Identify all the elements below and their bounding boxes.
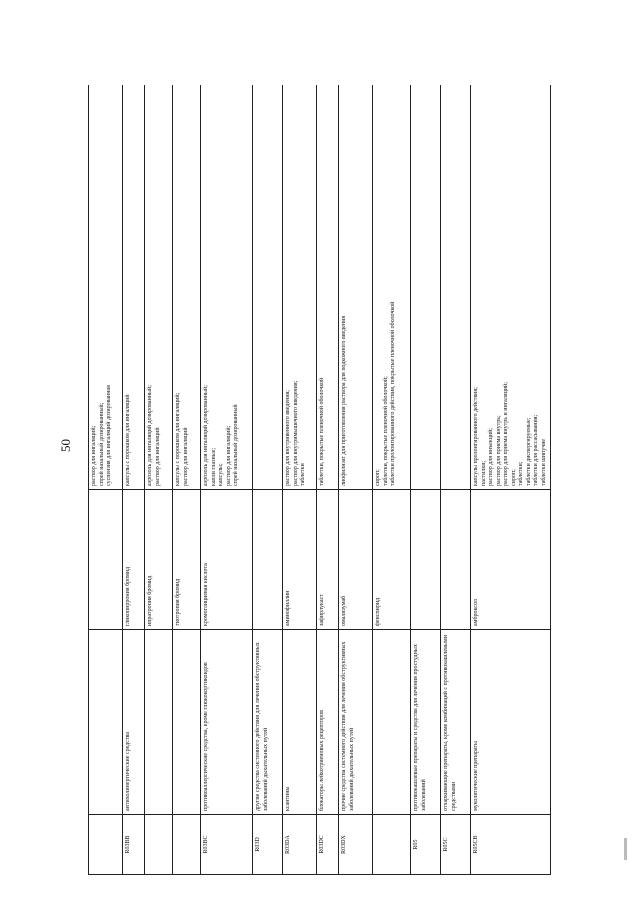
atc-code-cell: R03DA: [283, 815, 317, 875]
dosage-form-line: раствор для приема внутрь;: [495, 415, 502, 486]
atc-group-cell: [145, 630, 173, 815]
dosage-form-line: капли глазные;: [210, 447, 217, 486]
table-row: [471, 85, 551, 875]
drug-name-cell: [89, 490, 123, 630]
drug-name-cell: зафирлукаст: [317, 490, 339, 630]
atc-code-cell: [89, 815, 123, 875]
drug-name-cell: [411, 490, 441, 630]
table-row: [89, 85, 123, 875]
dosage-form-line: раствор для приема внутрь и ингаляций;: [503, 382, 509, 486]
dosage-form-line: сироп;: [375, 469, 381, 486]
atc-code-cell: R03DX: [339, 815, 373, 875]
table-row: [145, 85, 173, 875]
atc-group-cell: блокаторы лейкотриеновых рецепторов: [317, 630, 339, 815]
atc-group-cell: [89, 630, 123, 815]
dosage-form-line: таблетки шипучие: [540, 438, 547, 486]
atc-group-cell: муколитические препараты: [471, 630, 551, 815]
atc-code-cell: R03BC: [201, 815, 253, 875]
dosage-form-line: таблетки: [300, 463, 306, 486]
dosage-forms-cell: [253, 85, 283, 490]
dosage-forms-cell: [283, 85, 317, 490]
table-row: [373, 85, 411, 875]
atc-code-cell: R03D: [253, 815, 283, 875]
atc-group-cell: другие средства системного действия для лечения обструктивных заболеваний дыхательных путей: [253, 630, 283, 815]
table-container: [88, 85, 580, 875]
drug-name-cell: [441, 490, 471, 630]
atc-code-cell: [145, 815, 173, 875]
dosage-form-line: спрей назальный дозированный: [233, 404, 239, 486]
table-row: [253, 85, 283, 875]
dosage-form-line: капсулы с порошком для ингаляций: [125, 394, 131, 486]
atc-code-cell: R03BB: [123, 815, 145, 875]
drug-name-cell: фенспирид: [373, 490, 411, 630]
dosage-form-line: раствор для ингаляций: [182, 427, 189, 486]
atc-group-cell: противоаллергические средства, кроме глюкокортикоидов: [201, 630, 253, 815]
dosage-form-line: пастилки;: [480, 460, 487, 486]
dosage-forms-cell: [339, 85, 373, 490]
drug-name-cell: [253, 490, 283, 630]
dosage-form-line: капсулы с порошком для ингаляций;: [175, 392, 181, 486]
drug-name-cell: аминофиллин: [283, 490, 317, 630]
dosage-form-line: раствор для внутримышечного введения;: [292, 380, 299, 486]
dosage-form-line: раствор для внутривенного введения;: [285, 390, 291, 486]
rotated-table-frame: [88, 85, 580, 875]
dosage-form-line: раствор для ингаляций;: [225, 425, 232, 486]
table-row: [317, 85, 339, 875]
dosage-form-line: раствор для инъекций;: [488, 428, 494, 486]
dosage-forms-cell: [145, 85, 173, 490]
dosage-forms-cell: [173, 85, 201, 490]
dosage-forms-cell: [441, 85, 471, 490]
dosage-forms-cell: [317, 85, 339, 490]
atc-code-cell: R05C: [441, 815, 471, 875]
atc-code-cell: R05CB: [471, 815, 551, 875]
atc-group-cell: ксантины: [283, 630, 317, 815]
atc-group-cell: противокашлевые препараты и средства для лечения простудных заболеваний: [411, 630, 441, 815]
dosage-forms-cell: [201, 85, 253, 490]
table-row: [201, 85, 253, 875]
dosage-form-line: таблетки, покрытые пленочной оболочкой;: [382, 376, 389, 486]
atc-code-cell: [373, 815, 411, 875]
table-row: [441, 85, 471, 875]
table-body: [89, 85, 551, 875]
dosage-forms-cell: [373, 85, 411, 490]
atc-group-cell: прочие средства системного действия для лечения обструктивных заболеваний дыхательных путей: [339, 630, 373, 815]
dosage-form-line: аэрозоль для ингаляций дозированный;: [147, 385, 153, 486]
atc-group-cell: антихолинергические средства: [123, 630, 145, 815]
drug-name-cell: омализумаб: [339, 490, 373, 630]
drug-name-cell: тиотропия бромид: [173, 490, 201, 630]
dosage-form-line: раствор для ингаляций;: [91, 425, 97, 486]
dosage-forms-cell: [471, 85, 551, 490]
atc-code-cell: R03DC: [317, 815, 339, 875]
dosage-forms-cell: [89, 85, 123, 490]
dosage-form-line: капсулы пролонгированного действия;: [473, 387, 479, 486]
atc-code-cell: [173, 815, 201, 875]
table-row: [123, 85, 145, 875]
dosage-form-line: лиофилизат для приготовления раствора для подкожного введения: [341, 315, 347, 486]
dosage-form-line: спрей назальный дозированный;: [98, 402, 105, 486]
atc-group-cell: отхаркивающие препараты, кроме комбинаций с противокашлевыми средствами: [441, 630, 471, 815]
scan-edge-mark: [624, 838, 627, 860]
atc-code-cell: R05: [411, 815, 441, 875]
dosage-form-line: сироп;: [510, 469, 517, 486]
dosage-forms-cell: [123, 85, 145, 490]
drug-name-cell: амброксол: [471, 490, 551, 630]
dosage-form-line: таблетки, покрытые пленочной оболочкой: [319, 377, 325, 486]
dosage-forms-cell: [411, 85, 441, 490]
drug-name-cell: ипратропия бромид: [145, 490, 173, 630]
dosage-form-line: капсулы;: [218, 463, 224, 486]
dosage-form-line: раствор для ингаляций: [154, 427, 161, 486]
table-row: [173, 85, 201, 875]
drug-name-cell: гликопиррония бромид: [123, 490, 145, 630]
medicines-table: [88, 85, 551, 875]
dosage-form-line: аэрозоль для ингаляций дозированный;: [203, 385, 209, 486]
dosage-form-line: таблетки диспергируемые;: [525, 417, 532, 486]
table-row: [411, 85, 441, 875]
atc-group-cell: [373, 630, 411, 815]
atc-group-cell: [173, 630, 201, 815]
table-row: [339, 85, 373, 875]
page-number: 50: [58, 439, 73, 452]
dosage-form-line: суспензия для ингаляций дозированная: [106, 385, 112, 486]
table-row: [283, 85, 317, 875]
dosage-form-line: таблетки для рассасывания;: [533, 414, 539, 486]
dosage-form-line: таблетки пролонгированного действия, покрытые пленочной оболочкой: [390, 301, 396, 486]
drug-name-cell: кромоглициевая кислота: [201, 490, 253, 630]
dosage-form-line: таблетки;: [518, 461, 524, 486]
